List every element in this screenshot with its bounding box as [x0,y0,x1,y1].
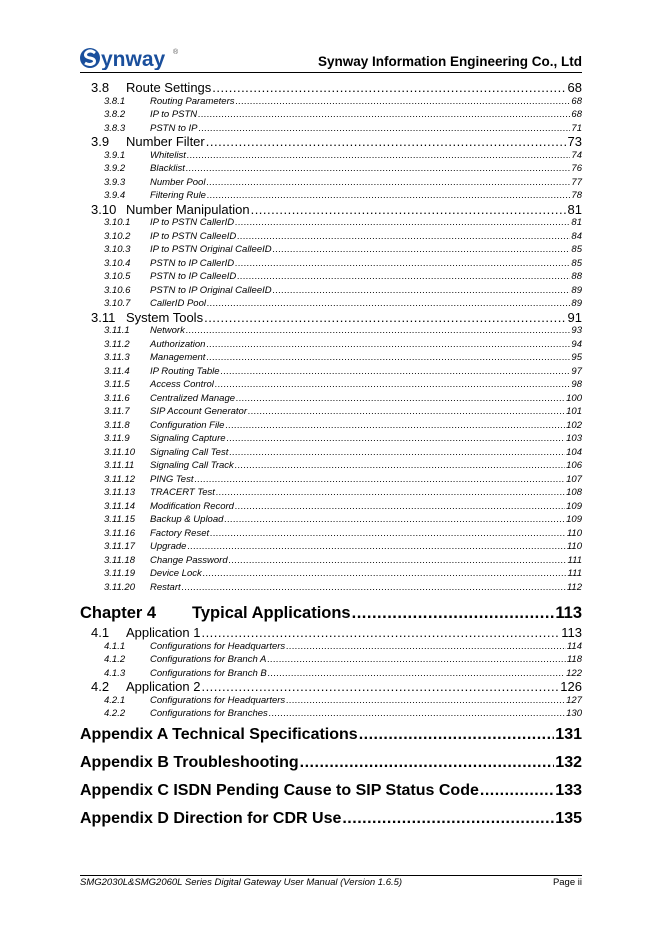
toc-entry-page: 133 [555,781,582,799]
toc-entry-number: 3.11.8 [104,419,130,431]
dot-leader [237,231,570,242]
dot-leader [224,514,565,525]
dot-leader [227,433,566,444]
toc-entry-page: 130 [566,708,582,720]
toc-entry-number: 3.11.19 [104,568,135,580]
table-of-contents [80,81,582,833]
toc-entry-number: 3.11.18 [104,554,135,566]
toc-entry[interactable] [80,365,582,379]
toc-entry-page: 112 [566,581,582,593]
toc-entry-title: SIP Account Generator [150,406,247,418]
toc-entry-page: 132 [555,753,582,771]
dot-leader [201,679,559,694]
toc-entry-title: Routing Parameters [150,95,235,107]
toc-entry-number: 3.10.6 [104,284,131,296]
toc-entry-title: PSTN to IP CalleeID [150,271,237,283]
toc-entry-page: 111 [567,554,582,566]
toc-entry[interactable] [80,149,582,163]
toc-entry[interactable] [80,486,582,500]
toc-entry-page: 97 [571,365,582,377]
toc-entry[interactable] [80,189,582,203]
toc-entry-page: 76 [571,163,582,175]
toc-entry-title: Whitelist [150,149,186,161]
toc-entry[interactable] [80,122,582,136]
toc-entry[interactable] [80,297,582,311]
toc-entry-page: 74 [571,149,582,161]
toc-entry-number: 3.11.3 [104,352,130,364]
toc-entry-page: 93 [571,325,582,337]
toc-entry-page: 88 [571,271,582,283]
dot-leader [206,177,570,188]
toc-entry-number: Chapter 4 [80,603,157,622]
dot-leader [267,654,565,665]
toc-entry-page: 106 [566,460,582,472]
dot-leader [273,244,571,255]
toc-entry-page: 84 [571,230,582,242]
toc-entry-page: 89 [571,284,582,296]
toc-entry-page: 109 [566,500,582,512]
toc-entry-page: 81 [571,217,582,229]
toc-entry-number: 4.1.1 [104,640,126,652]
dot-leader [268,668,565,679]
toc-entry[interactable] [80,405,582,419]
toc-entry-number: 3.11.2 [104,338,130,350]
dot-leader [215,379,571,390]
toc-entry-title: Restart [150,581,181,593]
toc-entry-number: 3.11.4 [104,365,130,377]
toc-entry-page: 71 [571,122,582,134]
toc-entry-page: 135 [555,809,582,827]
toc-entry-number: 3.9.3 [104,176,126,188]
toc-entry-page: 114 [566,640,582,652]
toc-entry[interactable] [80,351,582,365]
toc-entry-page: 126 [560,679,582,695]
toc-entry-page: 95 [571,352,582,364]
toc-entry-number: 3.11.7 [104,406,130,418]
toc-entry-title: Signaling Call Track [150,460,234,472]
toc-entry-title: Appendix C ISDN Pending Cause to SIP Status Code [80,781,479,799]
dot-leader [286,641,566,652]
toc-entry-title: Route Settings [126,80,212,96]
dot-leader [194,474,565,485]
toc-entry[interactable] [80,513,582,527]
toc-entry[interactable] [80,527,582,541]
dot-leader [206,339,570,350]
toc-entry[interactable] [80,392,582,406]
toc-entry-page: 118 [566,654,582,666]
toc-entry-number: 3.11.1 [104,325,130,337]
toc-entry-number: 3.11 [91,309,116,325]
toc-entry[interactable] [80,284,582,298]
toc-entry-title: Upgrade [150,541,187,553]
toc-entry[interactable] [80,378,582,392]
toc-entry[interactable] [80,311,582,325]
toc-entry[interactable] [80,203,582,217]
toc-entry[interactable] [80,95,582,109]
toc-entry-title: Change Password [150,554,228,566]
dot-leader [286,695,565,706]
toc-entry[interactable] [80,540,582,554]
toc-entry-page: 109 [566,514,582,526]
dot-leader [201,625,560,640]
toc-entry-page: 100 [566,392,582,404]
toc-entry-page: 94 [571,338,582,350]
toc-entry[interactable] [80,432,582,446]
toc-entry[interactable] [80,500,582,514]
toc-entry[interactable] [80,721,582,749]
dot-leader [206,134,567,149]
toc-entry[interactable] [80,216,582,230]
toc-entry-page: 91 [567,309,582,325]
toc-entry-number: 3.9.1 [104,149,126,161]
toc-entry-title: Configurations for Headquarters [150,640,286,652]
toc-entry-page: 108 [566,487,582,499]
dot-leader [269,708,565,719]
toc-entry-page: 68 [567,80,582,96]
dot-leader [236,393,565,404]
toc-entry-title: PING Test [150,473,194,485]
toc-entry-page: 107 [566,473,582,485]
dot-leader [221,366,571,377]
toc-entry[interactable] [80,653,582,667]
toc-entry[interactable] [80,640,582,654]
toc-entry-number: 3.10.2 [104,230,131,242]
toc-entry-title: Filtering Rule [150,190,206,202]
toc-entry-title: System Tools [126,309,204,325]
toc-entry-page: 68 [571,95,582,107]
toc-entry-number: 3.10.5 [104,271,131,283]
toc-entry-title: Application 1 [126,625,201,641]
toc-entry-title: IP to PSTN [150,109,198,121]
toc-entry[interactable] [80,805,582,833]
toc-entry-title: Typical Applications [192,603,351,622]
toc-entry-title: IP to PSTN CalleeID [150,230,237,242]
toc-entry-title: Network [150,325,185,337]
toc-entry-page: 78 [571,190,582,202]
toc-entry[interactable] [80,81,582,95]
toc-entry-title: Number Filter [126,134,205,150]
dot-leader [204,310,566,325]
toc-entry-title: IP to PSTN Original CalleeID [150,244,272,256]
toc-entry[interactable] [80,680,582,694]
toc-entry-title: PSTN to IP CallerID [150,257,235,269]
toc-entry-page: 101 [566,406,582,418]
toc-entry-title: Configurations for Branch B [150,667,267,679]
toc-entry-title: Signaling Capture [150,433,226,445]
toc-entry[interactable] [80,230,582,244]
toc-entry-number: 3.11.13 [104,487,135,499]
dot-leader [229,447,565,458]
page-number: Page ii [552,877,582,888]
toc-entry-title: IP Routing Table [150,365,220,377]
toc-entry-page: 102 [566,419,582,431]
dot-leader [237,271,570,282]
toc-entry-number: 4.2.2 [104,708,126,720]
dot-leader [248,406,565,417]
dot-leader [186,163,571,174]
toc-entry-title: Appendix A Technical Specifications [80,725,358,743]
toc-entry-page: 103 [566,433,582,445]
svg-text:ynway: ynway [101,48,166,70]
toc-entry[interactable] [80,554,582,568]
toc-entry-title: CallerID Pool [150,298,206,310]
dot-leader [235,258,570,269]
toc-entry-number: 3.9.4 [104,190,126,202]
synway-logo [78,44,183,70]
dot-leader [187,541,565,552]
toc-entry-number: 3.11.10 [104,446,135,458]
toc-entry-page: 77 [571,176,582,188]
dot-leader [182,582,566,593]
toc-entry-number: 3.8.2 [104,109,126,121]
toc-entry-page: 111 [567,568,582,580]
toc-entry-title: Centralized Manage [150,392,236,404]
toc-entry-title: PSTN to IP [150,122,198,134]
toc-entry[interactable] [80,270,582,284]
dot-leader [212,80,566,95]
toc-entry-number: 3.10.1 [104,217,131,229]
toc-entry-page: 127 [566,694,582,706]
toc-entry-number: 3.11.16 [104,527,135,539]
toc-entry-number: 3.8.3 [104,122,126,134]
svg-text:®: ® [173,49,179,56]
dot-leader [186,325,571,336]
toc-entry-number: 4.1.2 [104,654,126,666]
toc-entry-number: 3.11.6 [104,392,130,404]
toc-entry-title: Appendix D Direction for CDR Use [80,809,342,827]
toc-entry-number: 4.2 [91,679,110,695]
toc-entry-page: 113 [561,625,582,641]
toc-entry-page: 122 [566,667,582,679]
toc-entry-title: Number Manipulation [126,201,250,217]
toc-entry[interactable] [80,257,582,271]
dot-leader [480,782,554,800]
toc-entry-title: Appendix B Troubleshooting [80,753,299,771]
toc-entry-title: Configurations for Headquarters [150,694,286,706]
toc-entry-title: Configurations for Branches [150,708,268,720]
dot-leader [225,420,565,431]
toc-entry[interactable] [80,108,582,122]
toc-entry-page: 73 [567,134,582,150]
dot-leader [235,217,570,228]
dot-leader [216,487,565,498]
toc-entry-number: 3.11.15 [104,514,135,526]
dot-leader [251,202,567,217]
dot-leader [210,528,566,539]
toc-entry-number: 4.1.3 [104,667,126,679]
toc-entry[interactable] [80,707,582,721]
toc-entry[interactable] [80,338,582,352]
toc-entry[interactable] [80,324,582,338]
toc-entry-title: Number Pool [150,176,206,188]
dot-leader [229,555,567,566]
toc-entry[interactable] [80,419,582,433]
toc-entry[interactable] [80,162,582,176]
toc-entry-page: 104 [566,446,582,458]
dot-leader [198,109,570,120]
toc-entry[interactable] [80,600,582,626]
toc-entry-title: Access Control [150,379,214,391]
dot-leader [187,150,571,161]
toc-entry-page: 85 [571,244,582,256]
toc-entry-number: 3.11.14 [104,500,135,512]
dot-leader [206,352,570,363]
toc-entry[interactable] [80,581,582,595]
toc-entry-number: 3.9.2 [104,163,126,175]
toc-entry-page: 85 [571,257,582,269]
toc-entry-number: 3.11.11 [104,460,135,472]
dot-leader [207,298,570,309]
toc-entry-number: 3.11.12 [104,473,135,485]
toc-entry[interactable] [80,777,582,805]
toc-entry-title: Device Lock [150,568,202,580]
toc-entry-title: Signaling Call Test [150,446,229,458]
toc-entry-title: Factory Reset [150,527,210,539]
toc-entry-title: Authorization [150,338,206,350]
toc-entry-number: 3.11.17 [104,541,135,553]
toc-entry-page: 113 [555,603,582,622]
toc-entry-number: 3.11.20 [104,581,135,593]
toc-entry-title: Blacklist [150,163,185,175]
toc-entry-number: 3.10.7 [104,298,131,310]
toc-entry-title: Management [150,352,206,364]
toc-entry-number: 3.10 [91,201,117,217]
toc-entry-number: 3.11.9 [104,433,130,445]
toc-entry-number: 3.11.5 [104,379,130,391]
toc-entry-page: 89 [571,298,582,310]
dot-leader [342,810,554,828]
toc-entry-title: Application 2 [126,679,201,695]
toc-entry-title: Modification Record [150,500,234,512]
footer-rule [80,875,582,876]
toc-entry[interactable] [80,473,582,487]
toc-entry[interactable] [80,176,582,190]
toc-entry[interactable] [80,243,582,257]
toc-entry-number: 3.9 [91,134,110,150]
toc-entry-number: 4.2.1 [104,694,126,706]
toc-entry-title: PSTN to IP Original CalleeID [150,284,272,296]
toc-entry[interactable] [80,626,582,640]
toc-entry-page: 110 [566,527,582,539]
dot-leader [199,123,571,134]
toc-entry[interactable] [80,749,582,777]
toc-entry[interactable] [80,446,582,460]
toc-entry-number: 3.8 [91,80,110,96]
dot-leader [359,726,555,744]
dot-leader [235,501,565,512]
header-rule [80,72,582,73]
toc-entry-title: Backup & Upload [150,514,224,526]
toc-entry-number: 3.10.4 [104,257,131,269]
toc-entry-page: 81 [567,201,582,217]
toc-entry[interactable] [80,135,582,149]
toc-entry[interactable] [80,694,582,708]
toc-entry-page: 110 [566,541,582,553]
toc-entry-number: 3.8.1 [104,95,126,107]
dot-leader [203,568,567,579]
toc-entry-title: IP to PSTN CallerID [150,217,235,229]
toc-entry-page: 68 [571,109,582,121]
toc-entry-page: 98 [571,379,582,391]
dot-leader [235,460,565,471]
toc-entry-number: 3.10.3 [104,244,131,256]
toc-entry-title: Configuration File [150,419,225,431]
dot-leader [300,754,555,772]
toc-entry-title: TRACERT Test [150,487,215,499]
toc-entry-title: Configurations for Branch A [150,654,267,666]
dot-leader [235,96,570,107]
toc-entry-number: 4.1 [91,625,110,641]
toc-entry[interactable] [80,667,582,681]
dot-leader [273,285,571,296]
toc-entry[interactable] [80,459,582,473]
toc-entry-page: 131 [555,725,582,743]
footer-manual-title: SMG2030L&SMG2060L Series Digital Gateway User Manual (Version 1.6.5) [80,877,403,888]
dot-leader [352,604,555,623]
company-name: Synway Information Engineering Co., Ltd [317,54,582,69]
toc-entry[interactable] [80,567,582,581]
dot-leader [207,190,570,201]
